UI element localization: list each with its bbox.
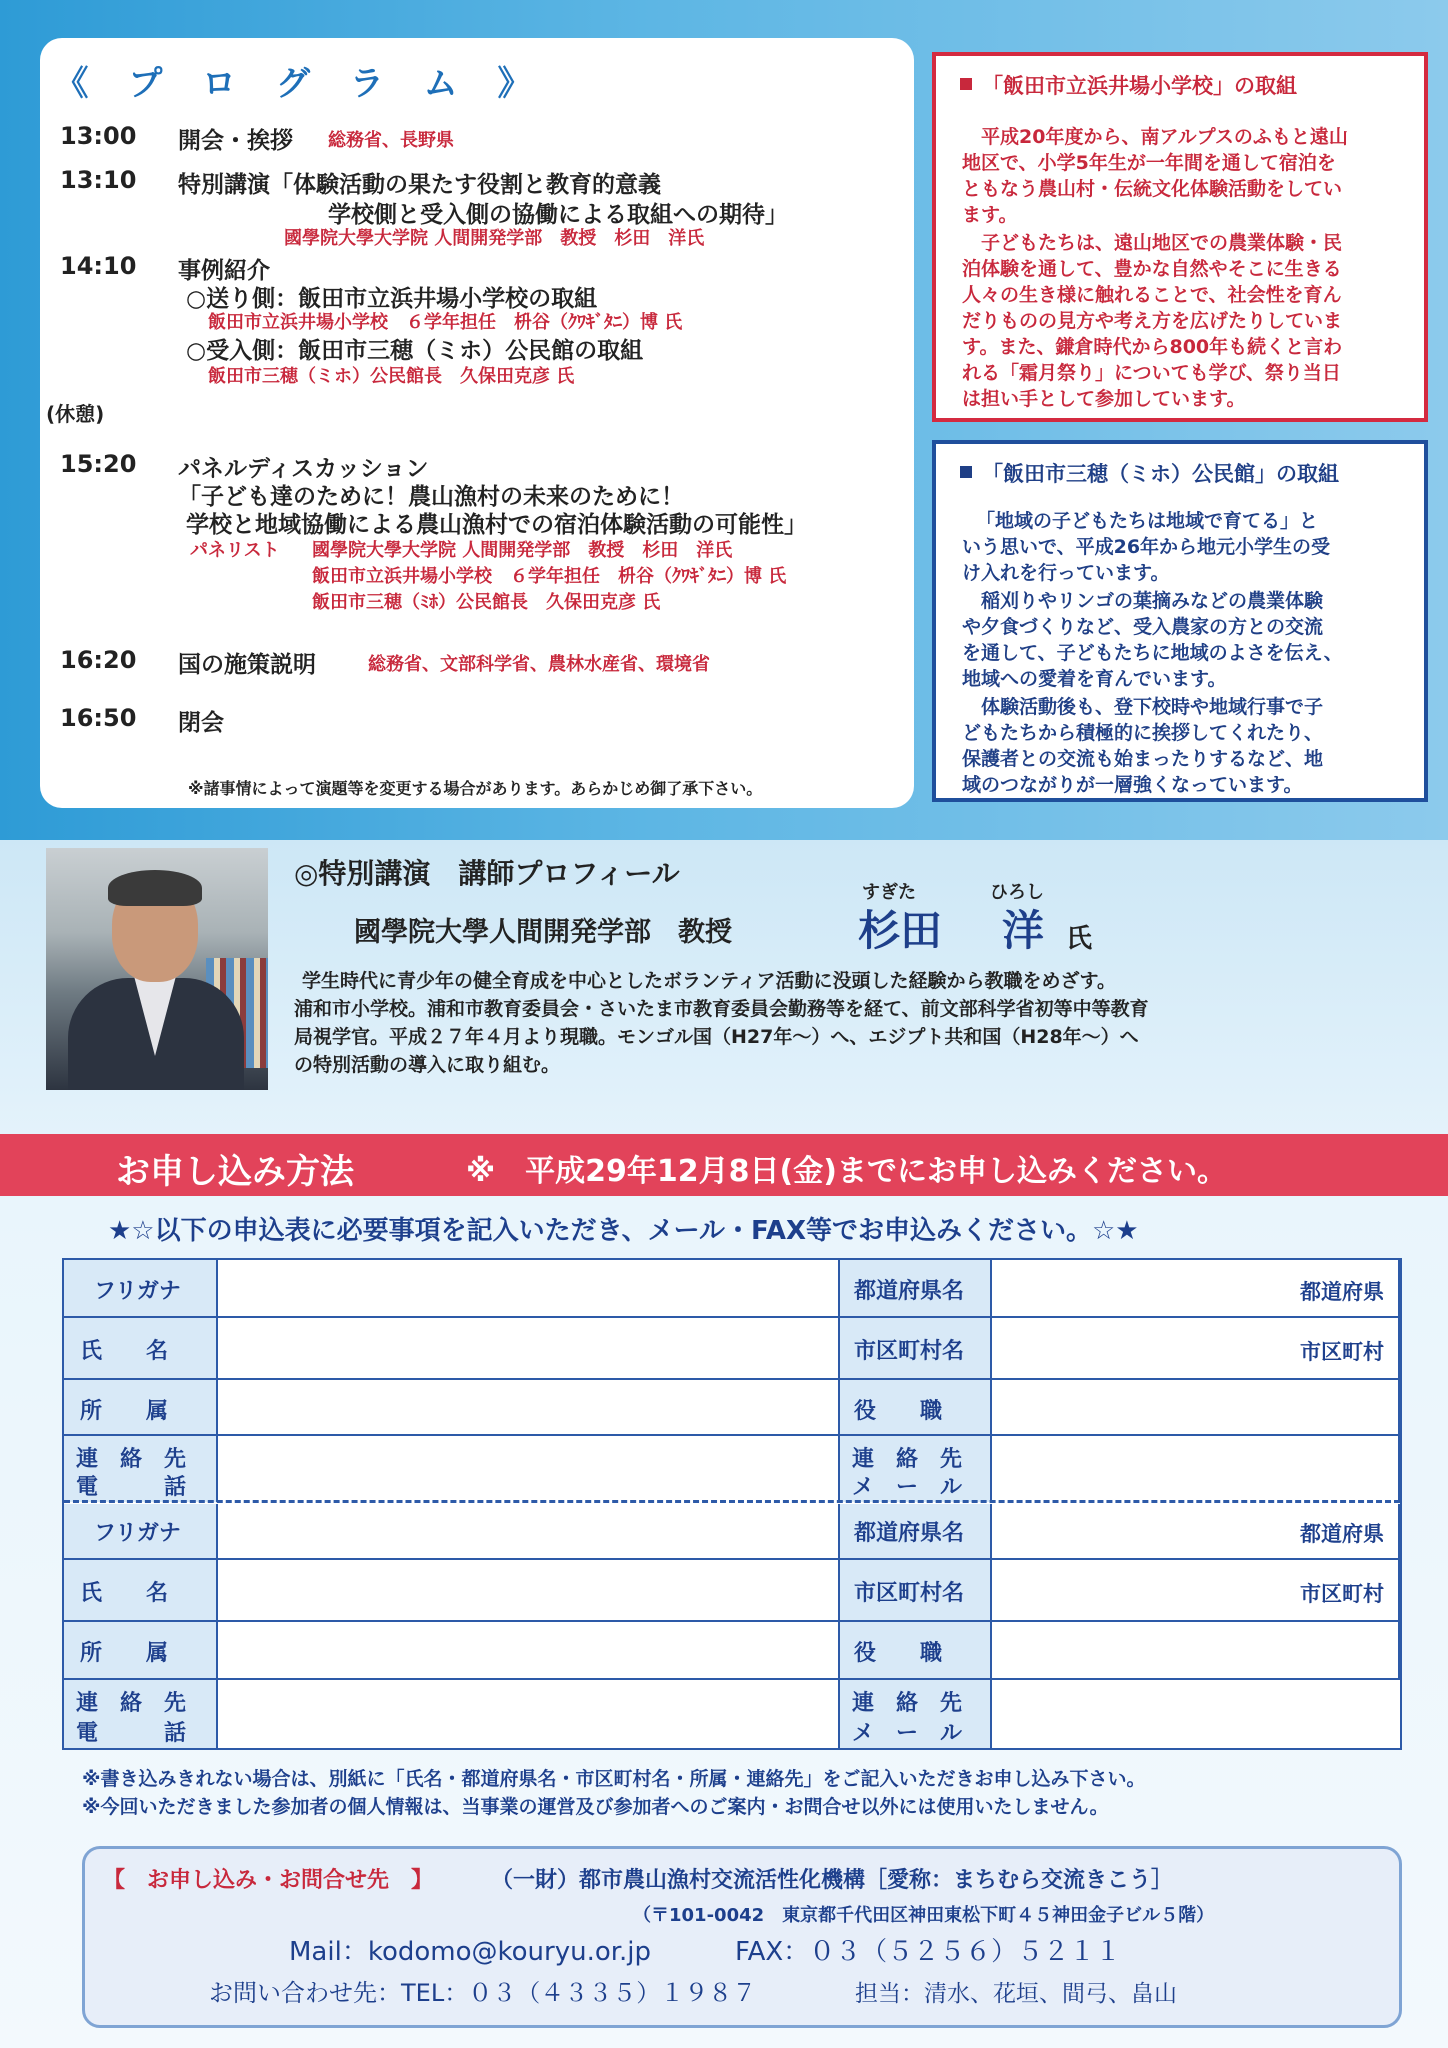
application-form	[62, 1258, 1402, 1750]
time-1300: 13:00	[60, 122, 137, 150]
contact-staff: 担当：清水、花垣、間弓、畠山	[855, 1981, 1177, 2007]
affiliation-field-2[interactable]	[218, 1622, 840, 1680]
item-opening: 開会・挨拶	[178, 128, 293, 154]
item-cases-sender-person: 飯田市立浜井場小学校 ６学年担任 枡谷（ｸﾜｷﾞﾀﾆ）博 氏	[208, 312, 683, 333]
city-field-2[interactable]: 市区町村	[992, 1560, 1400, 1622]
program-title: 《 プ ロ グ ラ ム 》	[54, 64, 546, 104]
panelist-2: 飯田市立浜井場小学校 ６学年担任 枡谷（ｸﾜｷﾞﾀﾆ）博 氏	[312, 566, 787, 587]
bio-line-3: 局視学官。平成２７年４月より現職。モンゴル国（H27年〜）へ、エジプト共和国（H28年〜）へ	[294, 1026, 1139, 1048]
contact-label: 【 お申し込み・お問合せ先 】	[103, 1868, 434, 1893]
contact-org: （一財）都市農山漁村交流活性化機構［愛称：まちむら交流きこう］	[491, 1868, 1174, 1893]
prefecture-field-1[interactable]: 都道府県	[992, 1260, 1400, 1318]
bio-line-1: 学生時代に青少年の健全育成を中心としたボランティア活動に没頭した経験から教職をめざす。	[302, 970, 1116, 992]
bio-line-4: の特別活動の導入に取り組む。	[294, 1054, 561, 1076]
hamaiba-line-10: れる「霜月祭り」についても学び、祭り当日	[962, 362, 1341, 384]
hamaiba-box-title	[960, 70, 1297, 100]
label-prefecture-1: 都道府県名	[840, 1260, 992, 1318]
profile-given-name: 洋	[1002, 906, 1045, 955]
hamaiba-line-2: 地区で、小学5年生が一年間を通して宿泊を	[962, 152, 1336, 174]
speaker-photo	[46, 848, 268, 1090]
email-field-1[interactable]	[992, 1436, 1400, 1502]
label-position-1: 役 職	[840, 1380, 992, 1436]
label-name-2: 氏 名	[64, 1560, 218, 1622]
application-deadline: ※ 平成29年12月8日(金)までにお申し込みください。	[466, 1154, 1227, 1189]
phone-field-2[interactable]	[218, 1680, 840, 1748]
break-label: (休憩)	[46, 402, 105, 426]
item-closing: 閉会	[178, 710, 224, 736]
item-panel: パネルディスカッション	[178, 456, 429, 482]
miho-box-title	[960, 458, 1339, 488]
label-phone-2: 連 絡 先 電 話	[64, 1680, 218, 1748]
item-lecture-speaker: 國學院大學大学院 人間開発学部 教授 杉田 洋氏	[284, 228, 705, 249]
label-email-2: 連 絡 先 メ ー ル	[840, 1680, 992, 1748]
label-furigana-1: フリガナ	[64, 1260, 218, 1318]
panelist-1: 國學院大學大学院 人間開発学部 教授 杉田 洋氏	[312, 540, 733, 561]
application-banner	[0, 1134, 1448, 1196]
panelist-3: 飯田市三穂（ﾐﾎ）公民館長 久保田克彦 氏	[312, 592, 661, 613]
hamaiba-line-3: ともなう農山村・伝統文化体験活動をしてい	[962, 178, 1343, 200]
position-field-2[interactable]	[992, 1622, 1400, 1680]
contact-box	[82, 1846, 1402, 2028]
hamaiba-line-8: だりものの見方や考え方を広げたりしていま	[962, 310, 1343, 332]
label-prefecture-2: 都道府県名	[840, 1504, 992, 1560]
item-cases-receiver-person: 飯田市三穂（ミホ）公民館長 久保田克彦 氏	[208, 366, 575, 387]
position-field-1[interactable]	[992, 1380, 1400, 1436]
miho-line-4: 稲刈りやリンゴの葉摘みなどの農業体験	[962, 590, 1324, 612]
miho-line-8: 体験活動後も、登下校時や地域行事で子	[962, 696, 1324, 718]
item-cases-sender: ○送り側：飯田市立浜井場小学校の取組	[186, 286, 598, 312]
hamaiba-line-1: 平成20年度から、南アルプスのふもと遠山	[962, 126, 1348, 148]
city-field-1[interactable]: 市区町村	[992, 1318, 1400, 1380]
prefecture-field-2[interactable]: 都道府県	[992, 1504, 1400, 1560]
square-bullet-icon	[960, 78, 972, 90]
miho-line-7: 地域への愛着を育んでいます。	[962, 668, 1227, 690]
item-cases: 事例紹介	[178, 258, 270, 284]
panelist-label: パネリスト	[190, 540, 280, 561]
note-2: ※今回いただきました参加者の個人情報は、当事業の運営及び参加者へのご案内・お問合せ以外には使用いたしません。	[82, 1796, 1109, 1818]
program-panel	[40, 38, 914, 808]
affiliation-field-1[interactable]	[218, 1380, 840, 1436]
hamaiba-line-11: は担い手として参加しています。	[962, 388, 1246, 410]
profile-honorific: 氏	[1066, 924, 1093, 954]
item-panel-title-2: 学校と地域協働による農山漁村での宿泊体験活動の可能性」	[186, 512, 807, 538]
time-1520: 15:20	[60, 450, 137, 478]
miho-line-1: 「地域の子どもたちは地域で育てる」と	[976, 510, 1319, 532]
miho-line-6: を通して、子どもたちに地域のよさを伝え、	[962, 642, 1343, 664]
item-lecture-title: 特別講演「体験活動の果たす役割と教育的意義	[178, 172, 661, 198]
profile-family-name: 杉田	[858, 906, 943, 955]
miho-line-5: や夕食づくりなど、受入農家の方との交流	[962, 616, 1324, 638]
miho-line-10: 保護者との交流も始まったりするなど、地	[962, 748, 1324, 770]
hamaiba-line-5: 子どもたちは、遠山地区での農業体験・民	[962, 232, 1343, 254]
miho-line-2: いう思いで、平成26年から地元小学生の受	[962, 536, 1331, 558]
label-city-2: 市区町村名	[840, 1560, 992, 1622]
form-divider	[64, 1500, 1400, 1503]
label-position-2: 役 職	[840, 1622, 992, 1680]
time-1310: 13:10	[60, 166, 137, 194]
email-field-2[interactable]	[992, 1680, 1400, 1748]
label-phone-1: 連 絡 先 電 話	[64, 1436, 218, 1502]
item-panel-title-1: 「子ども達のために！農山漁村の未来のために！	[178, 484, 684, 510]
profile-ruby-family: すぎた	[862, 882, 916, 903]
phone-field-1[interactable]	[218, 1436, 840, 1502]
square-bullet-icon	[960, 466, 972, 478]
profile-affiliation: 國學院大學人間開発学部 教授	[354, 917, 732, 948]
contact-tel: お問い合わせ先：TEL：０３（４３３５）１９８７	[209, 1979, 757, 2007]
hamaiba-line-4: ます。	[962, 204, 1018, 226]
profile-ruby-given: ひろし	[990, 882, 1044, 903]
profile-heading: ◎特別講演 講師プロフィール	[294, 857, 680, 890]
label-affiliation-2: 所 属	[64, 1622, 218, 1680]
hamaiba-school-box	[932, 52, 1428, 422]
miho-hall-box	[932, 440, 1428, 802]
bio-line-2: 浦和市小学校。浦和市教育委員会・さいたま市教育委員会勤務等を経て、前文部科学省初等中等教育	[294, 998, 1149, 1020]
contact-mail[interactable]: Mail：kodomo@kouryu.or.jp	[289, 1937, 652, 1967]
label-name-1: 氏 名	[64, 1318, 218, 1380]
furigana-field-2[interactable]	[218, 1504, 840, 1560]
time-1620: 16:20	[60, 646, 137, 674]
hamaiba-box-title-text: 「飯田市立浜井場小学校」の取組	[982, 74, 1297, 98]
hamaiba-line-6: 泊体験を通して、豊かな自然やそこに生きる	[962, 258, 1342, 280]
item-lecture-title-2: 学校側と受入側の協働による取組への期待」	[328, 202, 788, 228]
miho-line-9: どもたちから積極的に挨拶してくれたり、	[962, 722, 1324, 744]
contact-address: （〒101-0042 東京都千代田区神田東松下町４５神田金子ビル５階）	[633, 1905, 1215, 1926]
time-1650: 16:50	[60, 704, 137, 732]
item-opening-org: 総務省、長野県	[328, 130, 454, 151]
miho-line-11: 域のつながりが一層強くなっています。	[962, 774, 1303, 796]
program-note: ※諸事情によって演題等を変更する場合があります。あらかじめ御了承下さい。	[188, 779, 763, 798]
hamaiba-line-9: す。また、鎌倉時代から800年も続くと言わ	[962, 336, 1343, 358]
time-1410: 14:10	[60, 252, 137, 280]
note-1: ※書き込みきれない場合は、別紙に「氏名・都道府県名・市区町村名・所属・連絡先」をご記入いただきお申し込み下さい。	[82, 1768, 1146, 1790]
furigana-field-1[interactable]	[218, 1260, 840, 1318]
hamaiba-line-7: 人々の生き様に触れることで、社会性を育ん	[962, 284, 1342, 306]
contact-fax: FAX：０３（５２５６）５２１１	[735, 1937, 1122, 1967]
miho-box-title-text: 「飯田市三穂（ミホ）公民館」の取組	[982, 462, 1339, 486]
application-label: お申し込み方法	[116, 1152, 354, 1192]
item-policy: 国の施策説明	[178, 652, 316, 678]
label-furigana-2: フリガナ	[64, 1504, 218, 1560]
label-email-1: 連 絡 先 メ ー ル	[840, 1436, 992, 1502]
item-cases-receiver: ○受入側：飯田市三穂（ミホ）公民館の取組	[186, 338, 644, 364]
application-instruction: ★☆以下の申込表に必要事項を記入いただき、メール・FAX等でお申込みください。☆★	[108, 1216, 1139, 1246]
item-policy-orgs: 総務省、文部科学省、農林水産省、環境省	[368, 654, 710, 675]
name-field-2[interactable]	[218, 1560, 840, 1622]
label-affiliation-1: 所 属	[64, 1380, 218, 1436]
miho-line-3: け入れを行っています。	[962, 562, 1170, 584]
name-field-1[interactable]	[218, 1318, 840, 1380]
label-city-1: 市区町村名	[840, 1318, 992, 1380]
